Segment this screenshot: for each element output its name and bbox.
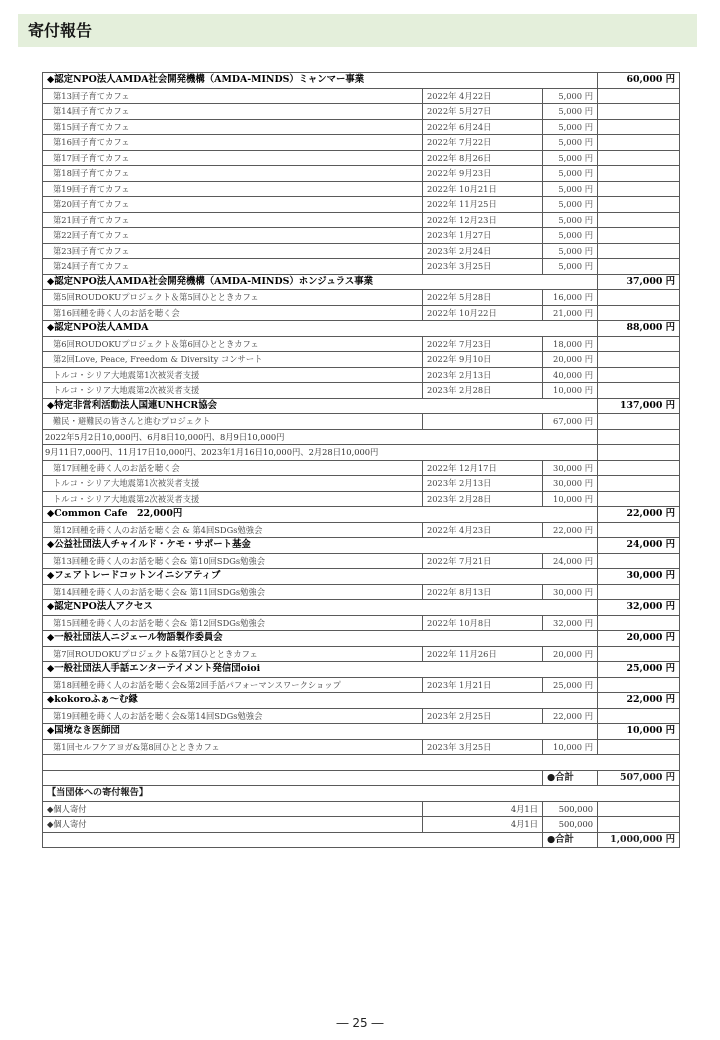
event-amount: 22,000 円: [543, 522, 598, 538]
note-text: 9月11日7,000円、11月17日10,000円、2023年1月16日10,000円、2月28日10,000円: [43, 445, 598, 461]
empty-cell: [598, 476, 680, 492]
event-date: 2022年 5月27日: [423, 104, 543, 120]
event-amount: 5,000 円: [543, 228, 598, 244]
event-amount: 20,000 円: [543, 646, 598, 662]
event-row: [43, 212, 680, 228]
empty-cell: [598, 181, 680, 197]
event-amount: 16,000 円: [543, 290, 598, 306]
org-total: 37,000 円: [598, 274, 680, 290]
event-date: 2022年 7月23日: [423, 336, 543, 352]
event-amount: 5,000 円: [543, 181, 598, 197]
org-total: 88,000 円: [598, 321, 680, 337]
received-amount: 500,000: [543, 817, 598, 833]
event-name: 第6回ROUDOKUプロジェクト＆第6回ひとときカフェ: [43, 336, 423, 352]
org-row: [43, 662, 680, 678]
event-date: 2023年 3月25日: [423, 259, 543, 275]
org-total: 137,000 円: [598, 398, 680, 414]
donation-table-body: [43, 73, 680, 848]
event-amount: 67,000 円: [543, 414, 598, 430]
empty-cell: [43, 755, 680, 771]
event-amount: 5,000 円: [543, 135, 598, 151]
empty-cell: [598, 708, 680, 724]
empty-cell: [598, 491, 680, 507]
org-row: [43, 73, 680, 89]
empty-cell: [598, 352, 680, 368]
grand-total-row: [43, 770, 680, 786]
empty-cell: [598, 817, 680, 833]
org-name: ◆認定NPO法人アクセス: [43, 600, 598, 616]
event-date: 2022年 12月23日: [423, 212, 543, 228]
event-row: [43, 305, 680, 321]
event-date: 2023年 2月28日: [423, 383, 543, 399]
empty-cell: [598, 212, 680, 228]
event-row: [43, 104, 680, 120]
event-date: 2023年 2月24日: [423, 243, 543, 259]
event-amount: 30,000 円: [543, 584, 598, 600]
empty-cell: [598, 290, 680, 306]
event-name: 第17回種を蒔く人のお話を聴く会: [43, 460, 423, 476]
org-total: 22,000 円: [598, 693, 680, 709]
event-row: [43, 166, 680, 182]
empty-cell: [43, 832, 543, 848]
empty-cell: [598, 228, 680, 244]
grand-total-value: 507,000 円: [598, 770, 680, 786]
section-title: 寄付報告: [28, 21, 93, 40]
section-header: [18, 14, 697, 47]
empty-cell: [598, 414, 680, 430]
empty-cell: [598, 383, 680, 399]
org-total: 32,000 円: [598, 600, 680, 616]
event-date: 2023年 3月25日: [423, 739, 543, 755]
org-row: [43, 724, 680, 740]
event-amount: 5,000 円: [543, 119, 598, 135]
event-name: トルコ・シリア大地震第1次被災者支援: [43, 476, 423, 492]
blank-row: [43, 755, 680, 771]
event-row: [43, 228, 680, 244]
event-row: [43, 336, 680, 352]
org-total: 20,000 円: [598, 631, 680, 647]
event-amount: 5,000 円: [543, 212, 598, 228]
event-date: 2022年 10月22日: [423, 305, 543, 321]
received-total-label: ●合計: [543, 832, 598, 848]
received-section-row: [43, 786, 680, 802]
org-total: 30,000 円: [598, 569, 680, 585]
event-date: 2022年 11月26日: [423, 646, 543, 662]
grand-total-label: ●合計: [543, 770, 598, 786]
event-name: 第2回Love, Peace, Freedom & Diversity コンサート: [43, 352, 423, 368]
event-amount: 25,000 円: [543, 677, 598, 693]
event-date: 2023年 2月13日: [423, 476, 543, 492]
event-amount: 10,000 円: [543, 491, 598, 507]
event-name: トルコ・シリア大地震第2次被災者支援: [43, 491, 423, 507]
event-row: [43, 708, 680, 724]
event-date: 2022年 9月10日: [423, 352, 543, 368]
received-total-row: [43, 832, 680, 848]
event-date: 2022年 10月21日: [423, 181, 543, 197]
empty-cell: [598, 305, 680, 321]
empty-cell: [598, 166, 680, 182]
empty-cell: [598, 150, 680, 166]
event-date: 2022年 4月23日: [423, 522, 543, 538]
event-name: 第18回種を蒔く人のお話を聴く会&第2回手話パフォーマンスワークショップ: [43, 677, 423, 693]
event-amount: 30,000 円: [543, 460, 598, 476]
note-row: [43, 445, 680, 461]
event-amount: 32,000 円: [543, 615, 598, 631]
received-label: ◆個人寄付: [43, 817, 423, 833]
event-amount: 10,000 円: [543, 383, 598, 399]
event-name: 第20回子育てカフェ: [43, 197, 423, 213]
org-name: ◆フェアトレードコットンイニシアティブ: [43, 569, 598, 585]
received-amount: 500,000: [543, 801, 598, 817]
org-row: [43, 538, 680, 554]
event-amount: 18,000 円: [543, 336, 598, 352]
org-total: 24,000 円: [598, 538, 680, 554]
org-name: ◆公益社団法人チャイルド・ケモ・サポート基金: [43, 538, 598, 554]
org-name: ◆Common Cafe 22,000円: [43, 507, 598, 523]
event-amount: 10,000 円: [543, 739, 598, 755]
event-row: [43, 290, 680, 306]
event-row: [43, 584, 680, 600]
event-date: 2023年 1月27日: [423, 228, 543, 244]
event-row: [43, 197, 680, 213]
event-date: 2023年 2月28日: [423, 491, 543, 507]
event-date: 2023年 2月25日: [423, 708, 543, 724]
event-row: [43, 383, 680, 399]
org-total: 22,000 円: [598, 507, 680, 523]
empty-cell: [598, 460, 680, 476]
org-name: ◆認定NPO法人AMDA: [43, 321, 598, 337]
org-total: 60,000 円: [598, 73, 680, 89]
event-name: 第14回子育てカフェ: [43, 104, 423, 120]
event-name: 第5回ROUDOKUプロジェクト＆第5回ひとときカフェ: [43, 290, 423, 306]
org-row: [43, 631, 680, 647]
event-name: 第7回ROUDOKUプロジェクト&第7回ひとときカフェ: [43, 646, 423, 662]
event-amount: 5,000 円: [543, 88, 598, 104]
event-name: 第14回種を蒔く人のお話を聴く会& 第11回SDGs勉強会: [43, 584, 423, 600]
org-total: 10,000 円: [598, 724, 680, 740]
received-section-title: 【当団体への寄付報告】: [43, 786, 680, 802]
event-date: 2022年 9月23日: [423, 166, 543, 182]
page-number: ― 25 ―: [336, 1016, 384, 1030]
event-date: 2022年 7月22日: [423, 135, 543, 151]
org-row: [43, 600, 680, 616]
event-row: [43, 553, 680, 569]
event-date: [423, 414, 543, 430]
event-amount: 5,000 円: [543, 104, 598, 120]
event-date: 2022年 8月13日: [423, 584, 543, 600]
org-row: [43, 398, 680, 414]
event-amount: 40,000 円: [543, 367, 598, 383]
event-name: 第17回子育てカフェ: [43, 150, 423, 166]
event-name: 難民・避難民の皆さんと進むプロジェクト: [43, 414, 423, 430]
event-row: [43, 460, 680, 476]
event-row: [43, 739, 680, 755]
event-name: 第16回種を蒔く人のお話を聴く会: [43, 305, 423, 321]
org-name: ◆特定非営利活動法人国連UNHCR協会: [43, 398, 598, 414]
event-name: 第15回種を蒔く人のお話を聴く会& 第12回SDGs勉強会: [43, 615, 423, 631]
event-name: 第18回子育てカフェ: [43, 166, 423, 182]
event-amount: 24,000 円: [543, 553, 598, 569]
event-date: 2022年 6月24日: [423, 119, 543, 135]
event-date: 2022年 10月8日: [423, 615, 543, 631]
note-row: [43, 429, 680, 445]
empty-cell: [598, 677, 680, 693]
event-row: [43, 259, 680, 275]
event-name: 第24回子育てカフェ: [43, 259, 423, 275]
org-name: ◆一般社団法人手話エンターテイメント発信団oioi: [43, 662, 598, 678]
event-date: 2022年 11月25日: [423, 197, 543, 213]
empty-cell: [598, 135, 680, 151]
note-text: 2022年5月2日10,000円、6月8日10,000円、8月9日10,000円: [43, 429, 598, 445]
org-row: [43, 321, 680, 337]
empty-cell: [598, 104, 680, 120]
empty-cell: [43, 770, 543, 786]
event-name: 第23回子育てカフェ: [43, 243, 423, 259]
received-label: ◆個人寄付: [43, 801, 423, 817]
event-row: [43, 181, 680, 197]
event-row: [43, 615, 680, 631]
received-total-value: 1,000,000 円: [598, 832, 680, 848]
empty-cell: [598, 522, 680, 538]
event-name: 第13回子育てカフェ: [43, 88, 423, 104]
empty-cell: [598, 259, 680, 275]
event-name: 第22回子育てカフェ: [43, 228, 423, 244]
empty-cell: [598, 445, 680, 461]
event-name: 第1回セルフケアヨガ&第8回ひとときカフェ: [43, 739, 423, 755]
empty-cell: [598, 243, 680, 259]
event-amount: 30,000 円: [543, 476, 598, 492]
org-name: ◆一般社団法人ニジェール物語製作委員会: [43, 631, 598, 647]
event-name: 第19回種を蒔く人のお話を聴く会&第14回SDGs勉強会: [43, 708, 423, 724]
received-date: 4月1日: [423, 817, 543, 833]
event-row: [43, 367, 680, 383]
empty-cell: [598, 801, 680, 817]
event-row: [43, 135, 680, 151]
received-row: [43, 817, 680, 833]
event-amount: 5,000 円: [543, 150, 598, 166]
event-name: 第13回種を蒔く人のお話を聴く会& 第10回SDGs勉強会: [43, 553, 423, 569]
org-row: [43, 693, 680, 709]
event-date: 2022年 12月17日: [423, 460, 543, 476]
event-name: 第15回子育てカフェ: [43, 119, 423, 135]
event-date: 2022年 7月21日: [423, 553, 543, 569]
empty-cell: [598, 429, 680, 445]
event-date: 2022年 4月22日: [423, 88, 543, 104]
empty-cell: [598, 646, 680, 662]
event-amount: 22,000 円: [543, 708, 598, 724]
event-amount: 5,000 円: [543, 243, 598, 259]
org-row: [43, 274, 680, 290]
event-name: トルコ・シリア大地震第1次被災者支援: [43, 367, 423, 383]
event-row: [43, 646, 680, 662]
org-row: [43, 507, 680, 523]
event-amount: 5,000 円: [543, 166, 598, 182]
org-name: ◆認定NPO法人AMDA社会開発機構（AMDA-MINDS）ホンジュラス事業: [43, 274, 598, 290]
event-name: 第16回子育てカフェ: [43, 135, 423, 151]
org-row: [43, 569, 680, 585]
org-name: ◆認定NPO法人AMDA社会開発機構（AMDA-MINDS）ミャンマー事業: [43, 73, 598, 89]
received-row: [43, 801, 680, 817]
event-row: [43, 352, 680, 368]
empty-cell: [598, 367, 680, 383]
empty-cell: [598, 739, 680, 755]
event-name: トルコ・シリア大地震第2次被災者支援: [43, 383, 423, 399]
event-date: 2023年 2月13日: [423, 367, 543, 383]
empty-cell: [598, 197, 680, 213]
event-row: [43, 150, 680, 166]
received-date: 4月1日: [423, 801, 543, 817]
event-date: 2023年 1月21日: [423, 677, 543, 693]
org-total: 25,000 円: [598, 662, 680, 678]
empty-cell: [598, 584, 680, 600]
empty-cell: [598, 615, 680, 631]
org-name: ◆kokoroふぁ～む縁: [43, 693, 598, 709]
empty-cell: [598, 336, 680, 352]
event-row: [43, 119, 680, 135]
event-name: 第12回種を蒔く人のお話を聴く会 & 第4回SDGs勉強会: [43, 522, 423, 538]
event-row: [43, 243, 680, 259]
event-row: [43, 491, 680, 507]
event-row: [43, 522, 680, 538]
event-amount: 5,000 円: [543, 259, 598, 275]
event-row: [43, 677, 680, 693]
event-row: [43, 88, 680, 104]
empty-cell: [598, 119, 680, 135]
event-amount: 20,000 円: [543, 352, 598, 368]
event-amount: 5,000 円: [543, 197, 598, 213]
event-row: [43, 476, 680, 492]
empty-cell: [598, 553, 680, 569]
org-name: ◆国境なき医師団: [43, 724, 598, 740]
event-amount: 21,000 円: [543, 305, 598, 321]
event-date: 2022年 5月28日: [423, 290, 543, 306]
event-row: [43, 414, 680, 430]
event-date: 2022年 8月26日: [423, 150, 543, 166]
donation-table: [42, 72, 680, 848]
event-name: 第21回子育てカフェ: [43, 212, 423, 228]
empty-cell: [598, 88, 680, 104]
event-name: 第19回子育てカフェ: [43, 181, 423, 197]
